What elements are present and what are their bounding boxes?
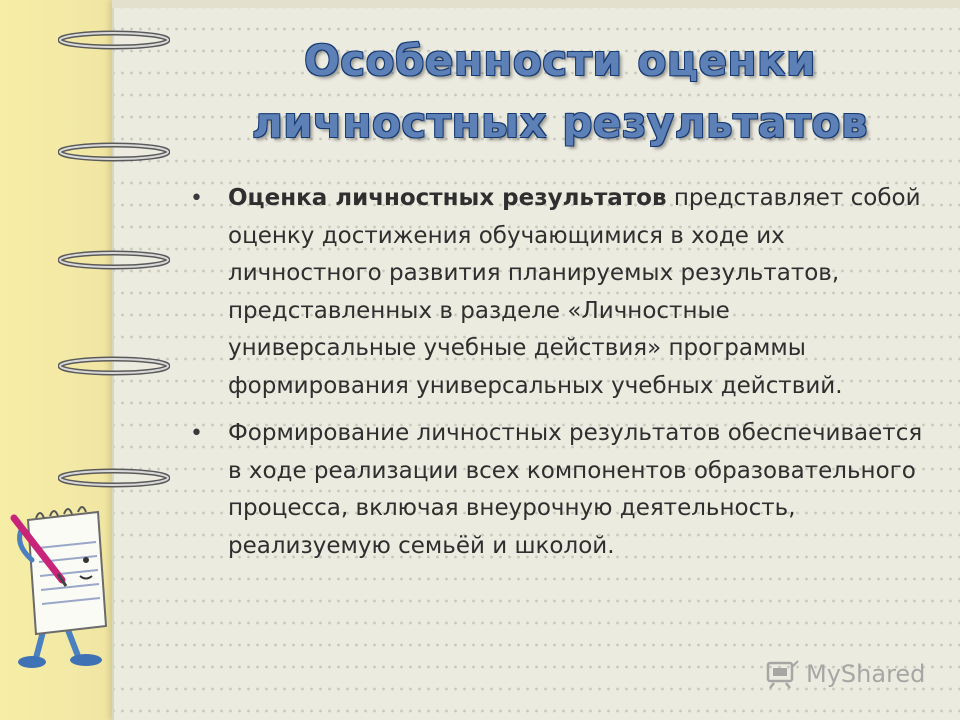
bullet-list (184, 180, 924, 575)
bullet-dot: • (190, 421, 203, 446)
spiral-ring-icon (58, 356, 170, 376)
notepad-character-icon (6, 500, 118, 672)
spiral-ring-icon (58, 30, 170, 50)
bullet-text: Формирование личностных результатов обеспечивается в ходе реализации всех компонентов образовательного процесса, включая внеурочную деятельность, реализуемую семьёй и школой. (228, 420, 923, 559)
watermark-text: MyShared (806, 660, 926, 688)
list-item (184, 180, 924, 405)
title-line-1: Особенности оценки (304, 36, 816, 85)
spiral-ring-icon (58, 468, 170, 488)
bullet-dot: • (190, 186, 203, 211)
myshared-logo-icon (766, 659, 800, 689)
myshared-watermark[interactable] (766, 656, 925, 692)
list-item (184, 415, 924, 565)
bullet-bold-text: Оценка личностных результатов (228, 185, 667, 211)
bullet-text: представляет собой оценку достижения обучающимися в ходе их личностного развития планируемых результатов, представленных в разделе «Личностные универсальные учебные действия» программы формирования универсальных учебных действий. (228, 185, 921, 399)
title-line-2: личностных результатов (252, 98, 868, 147)
slide-title (190, 30, 930, 154)
page-top-edge (112, 0, 960, 8)
spiral-ring-icon (58, 250, 170, 270)
spiral-ring-icon (58, 142, 170, 162)
